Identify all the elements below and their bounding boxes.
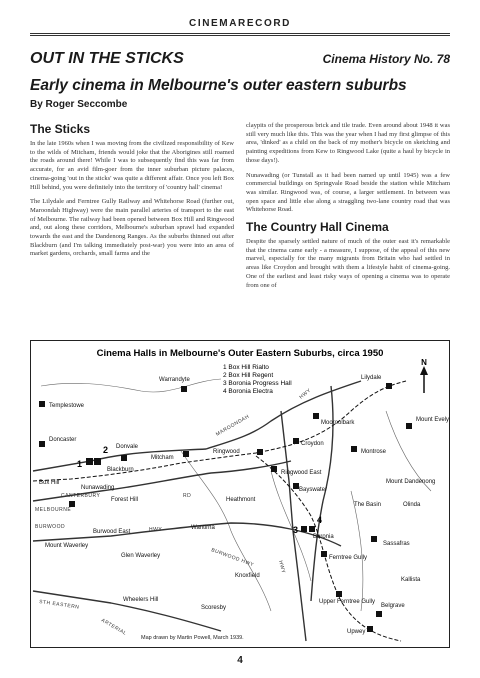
cinema-marker-ferntree-gully xyxy=(321,551,327,557)
cinema-number: 1 xyxy=(77,459,83,469)
place-labels xyxy=(39,375,449,635)
cinema-marker-warrandyte xyxy=(181,386,187,392)
place-label: Belgrave xyxy=(381,603,405,609)
headline: Early cinema in Melbourne's outer eastern suburbs xyxy=(30,77,407,94)
place-label: Sassafras xyxy=(383,541,410,547)
place-label: Nunawading xyxy=(81,485,115,491)
place-label: Croydon xyxy=(301,441,324,447)
legend-item: 3 Boronia Progress Hall xyxy=(223,380,292,387)
place-label: Glen Waverley xyxy=(121,553,161,559)
legend-item: 1 Box Hill Rialto xyxy=(223,364,269,371)
top-rule xyxy=(30,33,450,34)
paragraph: Despite the sparsely settled nature of much of the outer east it's remarkable that the cinema came early - a measure, I suppose, of the appeal of this new marvel, especially for the many migrants from Britain who had settled in areas like Croydon and brought with them a lifestyle habit of cinema-going. One of the earliest and least risky ways of opening a cinema was to operate from one of xyxy=(246,238,450,289)
cinema-marker-lilydale xyxy=(386,383,392,389)
north-arrow-icon xyxy=(420,366,428,393)
place-label: Wantirna xyxy=(191,525,215,531)
road-label: MELBOURNE xyxy=(35,507,72,513)
place-label: Templestowe xyxy=(49,403,85,409)
cinema-marker-montrose xyxy=(351,446,357,452)
column-right xyxy=(246,122,450,290)
cinema-marker-box-hill-rialto xyxy=(86,458,93,465)
place-label: Burwood East xyxy=(93,529,131,535)
north-label: N xyxy=(421,358,427,367)
main-roads xyxy=(33,381,361,641)
road-label: CANTERBURY xyxy=(61,493,101,499)
place-label: Donvale xyxy=(116,444,139,450)
paragraph: In the late 1960s when I was moving from the civilized responsibility of Kew to the wilds of Mitcham, friends would joke that the Aborigines still roamed the roads around there! While I was to subsequently find this was far from accurate, for an avid film-goer from the inner suburban picture palaces, cinema-going 'out in the sticks' was quite a different affair. Once you left Box Hill behind, you were definitely into the territory of 'country hall' cinema! xyxy=(30,140,234,191)
cinema-marker-boronia-progress xyxy=(301,526,307,532)
place-label: Forest Hill xyxy=(111,497,139,503)
road-label: RD xyxy=(183,493,192,499)
place-label: Mooroolbark xyxy=(321,420,355,426)
cinema-marker-ringwood xyxy=(257,449,263,455)
cinema-marker-sassafras xyxy=(371,536,377,542)
heading-country-hall: The Country Hall Cinema xyxy=(246,220,389,235)
map-title: Cinema Halls in Melbourne's Outer Eastern Suburbs, circa 1950 xyxy=(96,348,384,359)
road-label: ARTERIAL xyxy=(100,617,128,637)
legend-item: 2 Box Hill Regent xyxy=(223,372,274,379)
column-left xyxy=(30,122,234,259)
place-label: Scoresby xyxy=(201,605,227,611)
road-label: STH EASTERN xyxy=(38,599,80,611)
map-figure xyxy=(30,340,450,648)
place-label: Boronia xyxy=(313,534,334,540)
place-label: Olinda xyxy=(403,502,421,508)
map-svg xyxy=(31,341,449,647)
cinema-marker-mitcham xyxy=(183,451,189,457)
road-label: MAROONDAH xyxy=(215,413,251,438)
cinema-marker-doncaster xyxy=(39,441,45,447)
place-label: Mount Waverley xyxy=(45,543,89,549)
cinema-number: 4 xyxy=(317,515,323,525)
road-label: HWY xyxy=(277,559,287,575)
place-label: Lilydale xyxy=(361,375,382,381)
map-credit: Map drawn by Martin Powell, March 1939. xyxy=(141,635,244,641)
cinema-number: 3 xyxy=(293,525,299,535)
cinema-marker-box-hill-regent xyxy=(94,458,101,465)
place-label: Blackburn xyxy=(107,467,134,473)
cinema-marker-croydon xyxy=(293,438,299,444)
place-label: Upper Ferntree Gully xyxy=(319,599,376,605)
paragraph: claypits of the prosperous brick and tile trade. Even around about 1948 it was still very much like this. This was the year when I had my first glimpse of this area, 'dinked' as a child on the back of my mother's bicycle on sketching and painting expeditions from Kew to Ringwood Lake (quite a haul by bicycle in those days!). xyxy=(246,122,450,164)
road-label: BURWOOD HWY xyxy=(210,547,255,569)
place-label: Heathmont xyxy=(226,497,256,503)
paragraph: The Lilydale and Ferntree Gully Railway and Whitehorse Road (further out, Maroondah Highway) were the main parallel arteries of transport to the east of Melbourne. The railway had been opened between Box Hill and Ringwood and, out along these corridors, Melbourne's suburban sprawl had expanded towards the east and the Dandenong Ranges. As the suburbs thinned out after Blackburn (and I'm talking immediately post-war) you were into an area of market gardens, orchards, small farms and the xyxy=(30,198,234,258)
cinema-marker-boronia-electra xyxy=(309,526,315,532)
place-label: Ringwood East xyxy=(281,470,322,476)
place-label: The Basin xyxy=(354,502,382,508)
road-label: HWY xyxy=(149,527,163,533)
road-label: BURWOOD xyxy=(35,524,66,530)
section-title: OUT IN THE STICKS xyxy=(30,50,184,67)
cinema-marker-ringwood-east xyxy=(271,466,277,472)
cinema-marker-templestowe xyxy=(39,401,45,407)
cinema-marker-upper-ferntree-gully xyxy=(336,591,342,597)
page-number: 4 xyxy=(237,655,243,666)
cinema-marker-mount-evelyn xyxy=(406,423,412,429)
place-label: Warrandyte xyxy=(159,377,190,383)
place-label: Box Hill xyxy=(39,480,60,486)
place-label: Kallista xyxy=(401,577,421,583)
place-label: Doncaster xyxy=(49,437,77,443)
series-label: Cinema History No. 78 xyxy=(322,52,450,66)
place-label: Bayswater xyxy=(299,487,328,493)
cinema-marker-upwey xyxy=(367,626,373,632)
place-label: Montrose xyxy=(361,449,387,455)
cinema-number: 2 xyxy=(103,445,109,455)
place-label: Ferntree Gully xyxy=(329,555,368,561)
place-label: Ringwood xyxy=(213,449,240,455)
paragraph: Nunawading (or Tunstall as it had been named up until 1945) was a few commercial buildings on Springvale Road beside the station while Mitcham was similar. Ringwood was, of course, a larger settlement. In between was open space and little else along a straggling two-lane country road that was Whitehorse Road. xyxy=(246,171,450,214)
road-labels xyxy=(35,387,312,637)
place-label: Knoxfield xyxy=(235,573,260,579)
place-label: Mount Dandenong xyxy=(386,479,436,485)
place-label: Wheelers Hill xyxy=(123,597,159,603)
byline: By Roger Seccombe xyxy=(30,99,128,110)
cinema-marker-belgrave xyxy=(376,611,382,617)
legend-item: 4 Boronia Electra xyxy=(223,388,273,395)
road-label: HWY xyxy=(298,387,313,401)
place-label: Mount Evelyn xyxy=(416,417,449,423)
heading-the-sticks: The Sticks xyxy=(30,122,91,136)
cinema-marker-mooroolbark xyxy=(313,413,319,419)
cinema-marker-blackburn xyxy=(121,455,127,461)
place-label: Mitcham xyxy=(151,455,174,461)
masthead: CINEMARECORD xyxy=(189,18,291,29)
place-label: Upwey xyxy=(347,629,366,635)
top-rule-inner xyxy=(30,35,450,36)
